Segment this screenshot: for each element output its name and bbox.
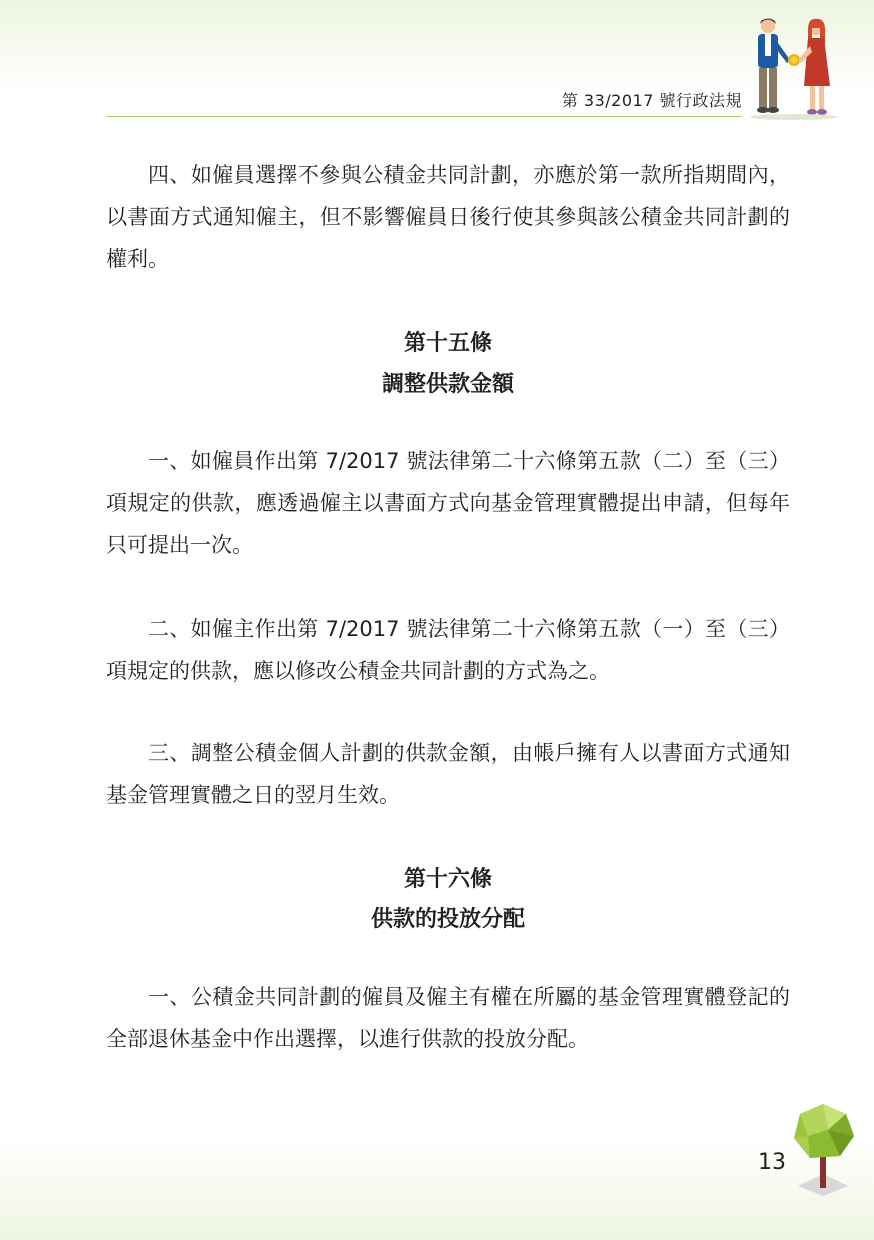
paragraph-art14-item4: 四、如僱員選擇不參與公積金共同計劃，亦應於第一款所指期間內，以書面方式通知僱主，但不影響僱員日後行使其參與該公積金共同計劃的權利。 [106, 163, 790, 271]
header-divider [106, 116, 742, 117]
paragraph-art16-item1: 一、公積金共同計劃的僱員及僱主有權在所屬的基金管理實體登記的全部退休基金中作出選擇，以進行供款的投放分配。 [106, 985, 790, 1051]
article-16-number: 第十六條 [403, 867, 492, 892]
tree-icon [788, 1102, 858, 1198]
article-15-number: 第十五條 [403, 331, 492, 356]
article-16-title: 供款的投放分配 [370, 907, 525, 932]
paragraph-art15-item2: 二、如僱主作出第 7/2017 號法律第二十六條第五款（一）至（三）項規定的供款，應以修改公積金共同計劃的方式為之。 [106, 617, 790, 683]
paragraph-art15-item1: 一、如僱員作出第 7/2017 號法律第二十六條第五款（二）至（三）項規定的供款，應透過僱主以書面方式向基金管理實體提出申請，但每年只可提出一次。 [106, 449, 790, 557]
page-number: 13 [758, 1150, 786, 1175]
paragraph-art15-item3: 三、調整公積金個人計劃的供款金額，由帳戶擁有人以書面方式通知基金管理實體之日的翌月生效。 [106, 741, 790, 807]
article-15-title: 調整供款金額 [381, 372, 514, 397]
illustration-couple-icon [746, 16, 842, 122]
header-title: 第 33/2017 號行政法規 [561, 91, 742, 110]
